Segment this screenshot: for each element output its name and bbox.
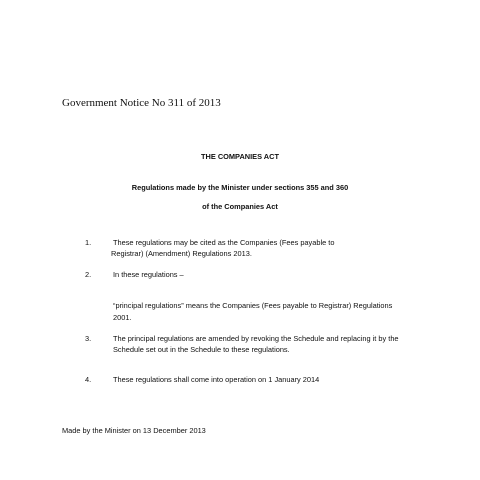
paragraph-2-number: 2. (85, 270, 92, 279)
paragraph-1-number: 1. (85, 238, 92, 247)
paragraph-3-line-1: The principal regulations are amended by revoking the Schedule and replacing it by the (113, 334, 399, 343)
government-notice-heading: Government Notice No 311 of 2013 (62, 97, 221, 109)
paragraph-1-line-1: These regulations may be cited as the Companies (Fees payable to (113, 238, 335, 247)
regulations-subtitle-line-2: of the Companies Act (202, 202, 278, 211)
paragraph-3-line-2: Schedule set out in the Schedule to these regulations. (113, 345, 290, 354)
act-title: THE COMPANIES ACT (200, 152, 279, 161)
principal-regulations-definition-cont: 2001. (113, 313, 132, 322)
made-by-line: Made by the Minister on 13 December 2013 (62, 426, 206, 435)
paragraph-4-line-1: These regulations shall come into operation on 1 January 2014 (113, 375, 320, 384)
paragraph-1-line-2: Registrar) (Amendment) Regulations 2013. (111, 249, 252, 258)
regulations-subtitle-line-1: Regulations made by the Minister under sections 355 and 360 (131, 183, 349, 192)
paragraph-4-number: 4. (85, 375, 92, 384)
paragraph-2-line-1: In these regulations – (113, 270, 184, 279)
principal-regulations-definition: “principal regulations” means the Companies (Fees payable to Registrar) Regulations (113, 301, 393, 310)
paragraph-3-number: 3. (85, 334, 92, 343)
